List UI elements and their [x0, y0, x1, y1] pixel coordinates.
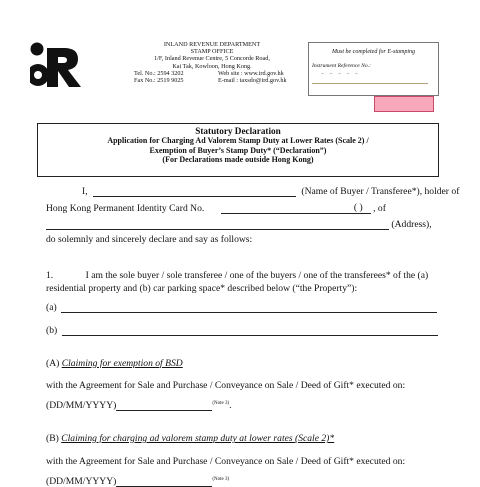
fax-number: Fax No.: 2519 9025 — [134, 77, 184, 85]
address-line-1: 1/F, Inland Revenue Centre, 5 Concorde Road, — [154, 55, 270, 63]
address-field[interactable] — [46, 220, 389, 230]
section-b-text: with the Agreement for Sale and Purchase / Conveyance on Sale / Deed of Gift* executed on: — [46, 456, 406, 467]
estamping-heading: Must be completed for E-stamping — [332, 49, 415, 55]
section-a-date-field[interactable] — [116, 401, 212, 411]
estamping-box — [308, 42, 439, 96]
address-line-2: Kai Tak, Kowloon, Hong Kong. — [172, 62, 252, 70]
section-b-date-line: (DD/MM/YYYY) $^{(Note 3)}$ — [46, 476, 230, 487]
hkid-field[interactable]: ( ) — [221, 204, 371, 214]
section-a-text: with the Agreement for Sale and Purchase / Conveyance on Sale / Deed of Gift* executed on: — [46, 380, 406, 391]
declare-statement: do solemnly and sincerely declare and say as follows: — [46, 234, 253, 245]
department-name: INLAND REVENUE DEPARTMENT — [163, 41, 261, 48]
property-a-line: (a) — [46, 302, 437, 313]
section-b-date-field[interactable] — [116, 477, 212, 487]
title-main: Statutory Declaration — [195, 126, 281, 136]
property-b-field[interactable] — [62, 326, 438, 336]
contact-row-2 — [112, 77, 312, 84]
reference-underline — [312, 83, 428, 84]
name-line: I, (Name of Buyer / Transferee*), holder of — [82, 186, 460, 197]
section-a-date-line: (DD/MM/YYYY) $^{(Note 3)}$. — [46, 400, 232, 411]
buyer-name-field[interactable] — [93, 187, 296, 197]
highlight-box — [374, 96, 434, 112]
property-b-line: (b) — [46, 325, 438, 336]
title-box — [37, 123, 439, 177]
item-1-cont: residential property and (b) car parking space* described below (“the Property”): — [46, 283, 358, 294]
section-b-heading: (B) Claiming for charging ad valorem stamp duty at lower rates (Scale 2)* — [46, 433, 335, 444]
title-line-4: (For Declarations made outside Hong Kong) — [162, 155, 314, 165]
website: Web site : www.ird.gov.hk — [218, 69, 284, 77]
title-line-3: Exemption of Buyer’s Stamp Duty* (“Declaration”) — [149, 145, 327, 155]
property-a-field[interactable] — [61, 303, 437, 313]
hkid-line: Hong Kong Permanent Identity Card No. ( ) , of — [46, 202, 386, 214]
email: E-mail : taxsdo@ird.gov.hk — [218, 77, 287, 85]
reference-label: Instrument Reference No.: — [312, 63, 371, 69]
address-line: (Address), — [46, 219, 432, 230]
office-name: STAMP OFFICE — [190, 48, 234, 56]
section-a-heading: (A) Claiming for exemption of BSD — [46, 358, 183, 369]
tel-number: Tel. No.: 2594 3202 — [134, 69, 184, 77]
department-header — [112, 41, 312, 84]
contact-row-1 — [112, 70, 312, 77]
item-1: 1. I am the sole buyer / sole transferee / one of the buyers / one of the transferees* of the (a) — [46, 270, 429, 281]
title-line-2: Application for Charging Ad Valorem Stamp Duty at Lower Rates (Scale 2) / — [107, 136, 369, 146]
ird-logo — [30, 42, 82, 88]
reference-dashes: – – – – – — [321, 71, 360, 77]
